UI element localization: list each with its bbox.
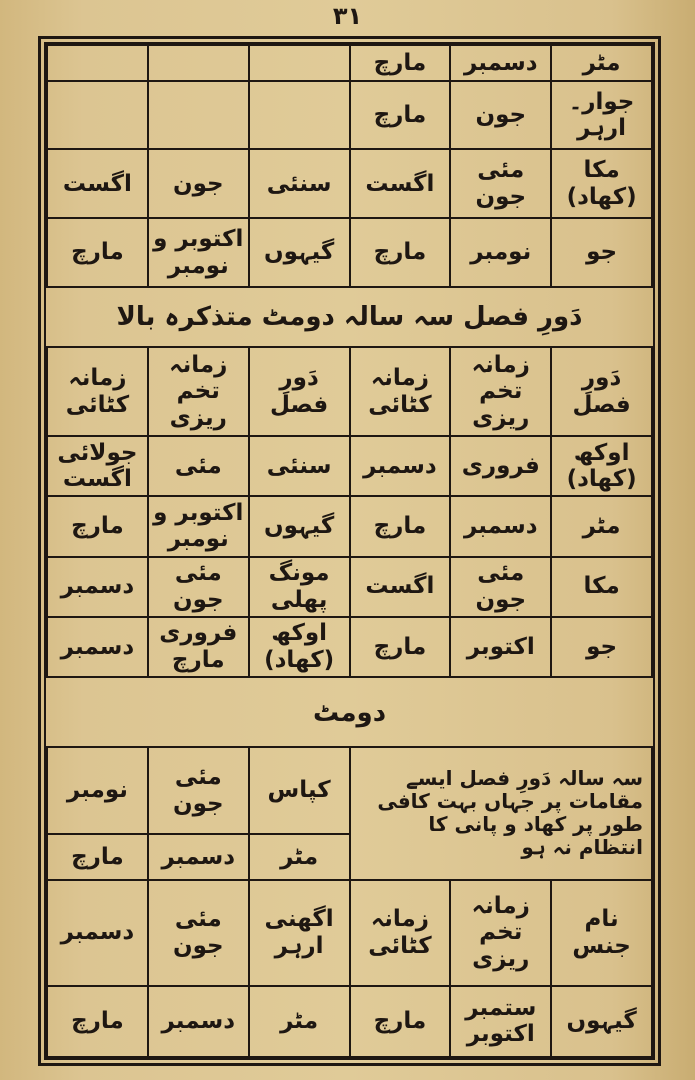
table-cell <box>148 45 249 81</box>
table-cell: اگست <box>47 149 148 218</box>
table-cell: مارچ <box>350 496 451 556</box>
table-cell: مارچ <box>47 834 148 879</box>
table-cell: مارچ <box>350 218 451 287</box>
table-cell: دسمبر <box>148 834 249 879</box>
table-cell: ستمبر اکتوبر <box>450 986 551 1057</box>
column-header: دَورِ فصل <box>551 347 652 436</box>
table-cell: دسمبر <box>350 436 451 496</box>
table-cell: فروری <box>450 436 551 496</box>
table-cell: دسمبر <box>450 496 551 556</box>
section-heading: دَورِ فصل سہ سالہ دومٹ متذکرہ بالا <box>116 302 583 332</box>
table-cell: اکتوبر <box>450 617 551 677</box>
table-header-row <box>47 347 652 436</box>
crop-rotation-grid <box>46 346 653 678</box>
table-cell: مارچ <box>350 81 451 150</box>
loam-rotation-table <box>46 746 653 1058</box>
table-cell: مکا <box>551 557 652 617</box>
column-header: زمانہ تخم ریزی <box>450 347 551 436</box>
table-row <box>47 81 652 150</box>
table-cell: دسمبر <box>148 986 249 1057</box>
table-row <box>47 496 652 556</box>
column-header: زمانہ تخم ریزی <box>148 347 249 436</box>
table-cell: جو <box>551 218 652 287</box>
table-row <box>47 986 652 1057</box>
table-cell <box>47 45 148 81</box>
table-cell: گیہوں <box>249 218 350 287</box>
table-cell: مکا (کھاد) <box>551 149 652 218</box>
table-cell: دسمبر <box>47 880 148 986</box>
table-row <box>47 557 652 617</box>
table-cell <box>249 45 350 81</box>
table-row <box>47 218 652 287</box>
rotation-note: سہ سالہ دَورِ فصل ایسے مقامات پر جہاں بہت کافی طور پر کھاد و پانی کا انتظام نہ ہو <box>350 747 652 880</box>
table-cell: جوار۔ارہر <box>551 81 652 150</box>
table-cell: فروری مارچ <box>148 617 249 677</box>
column-header: نام جنس <box>551 880 652 986</box>
table-cell: مئی جون <box>148 747 249 834</box>
table-cell: مئی <box>148 436 249 496</box>
table-cell: مارچ <box>47 986 148 1057</box>
column-header: دَورِ فصل <box>249 347 350 436</box>
table-cell <box>47 81 148 150</box>
table-row <box>47 149 652 218</box>
table-cell: مئی جون <box>148 557 249 617</box>
crop-rotation-table <box>46 346 653 678</box>
table-cell: گیہوں <box>551 986 652 1057</box>
column-header: زمانہ کٹائی <box>47 347 148 436</box>
table-row <box>47 617 652 677</box>
table-cell: اگھنی ارہر <box>249 880 350 986</box>
column-header: زمانہ تخم ریزی <box>450 880 551 986</box>
table-header-row <box>47 880 652 986</box>
crop-table-top <box>46 44 653 288</box>
table-cell: مئی جون <box>450 149 551 218</box>
table-cell: اکتوبر و نومبر <box>148 496 249 556</box>
table-cell: جون <box>148 149 249 218</box>
crop-table-top-grid <box>46 44 653 288</box>
table-cell: دسمبر <box>47 617 148 677</box>
table-cell: مارچ <box>350 986 451 1057</box>
table-cell: سنئی <box>249 436 350 496</box>
table-cell: کپاس <box>249 747 350 834</box>
table-cell: مارچ <box>47 496 148 556</box>
table-row <box>47 45 652 81</box>
loam-rotation-grid <box>46 746 653 1058</box>
table-cell: نومبر <box>47 747 148 834</box>
table-cell: مارچ <box>47 218 148 287</box>
page-number: ۳۱ <box>332 2 363 30</box>
table-cell <box>148 81 249 150</box>
table-cell: جو <box>551 617 652 677</box>
table-cell: اوکھ (کھاد) <box>551 436 652 496</box>
table-cell: گیہوں <box>249 496 350 556</box>
table-cell: اگست <box>350 149 451 218</box>
table-cell: اگست <box>350 557 451 617</box>
column-header: زمانہ کٹائی <box>350 880 451 986</box>
table-cell: مارچ <box>350 617 451 677</box>
table-cell: نومبر <box>450 218 551 287</box>
column-header: زمانہ کٹائی <box>350 347 451 436</box>
table-row <box>47 436 652 496</box>
table-cell: اکتوبر و نومبر <box>148 218 249 287</box>
table-cell: مئی جون <box>450 557 551 617</box>
table-cell: جولائی اگست <box>47 436 148 496</box>
table-row <box>47 747 652 834</box>
table-cell: اوکھ (کھاد) <box>249 617 350 677</box>
table-cell: جون <box>450 81 551 150</box>
table-cell: دسمبر <box>47 557 148 617</box>
table-cell: مٹر <box>249 986 350 1057</box>
table-cell: دسمبر <box>450 45 551 81</box>
table-cell: سنئی <box>249 149 350 218</box>
table-cell: مئی جون <box>148 880 249 986</box>
table-cell: مٹر <box>249 834 350 879</box>
section-heading: دومٹ <box>312 698 387 728</box>
table-cell: مونگ پھلی <box>249 557 350 617</box>
table-cell: مٹر <box>551 45 652 81</box>
table-cell: مارچ <box>350 45 451 81</box>
table-cell <box>249 81 350 150</box>
table-cell: مٹر <box>551 496 652 556</box>
